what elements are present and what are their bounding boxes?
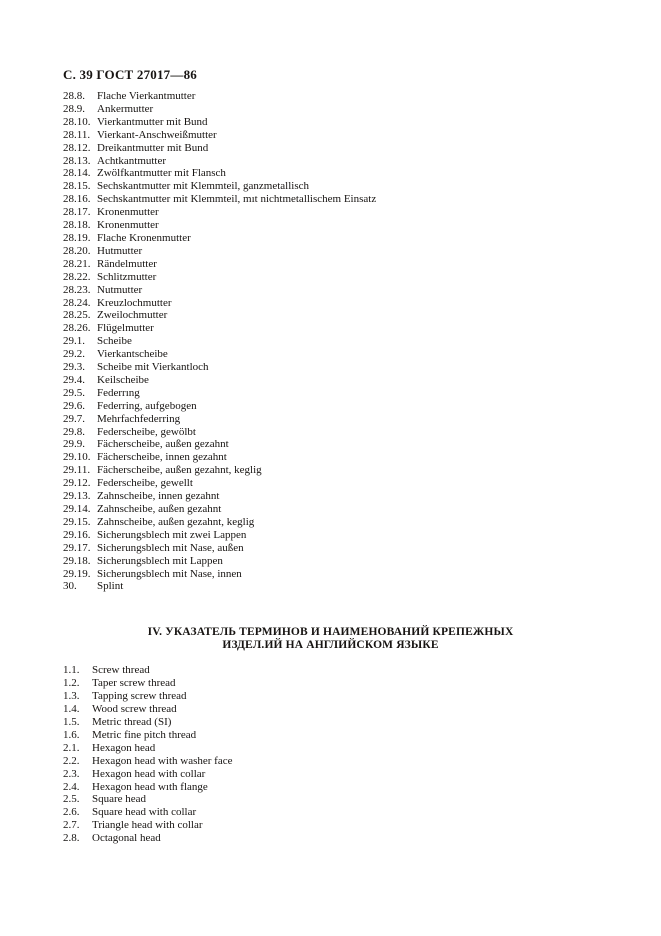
item-term: Taper screw thread <box>92 677 176 690</box>
item-term: Vierkantmutter mit Bund <box>97 115 208 128</box>
item-number: 29.11. <box>63 464 91 477</box>
item-term: Federrıng <box>97 386 140 399</box>
item-number: 28.20. <box>63 244 91 257</box>
english-terms-list <box>63 664 598 845</box>
item-term: Flache Kronenmutter <box>97 231 191 244</box>
item-number: 29.19. <box>63 567 91 580</box>
item-number: 29.6. <box>63 399 85 412</box>
section-heading-line1: IV. УКАЗАТЕЛЬ ТЕРМИНОВ И НАИМЕНОВАНИЙ КРЕПЕЖНЫХ <box>147 626 514 639</box>
list-item <box>63 361 598 374</box>
list-item <box>63 555 598 568</box>
item-number: 28.16. <box>63 193 91 206</box>
list-item <box>63 387 598 400</box>
item-number: 28.12. <box>63 141 91 154</box>
list-item <box>63 155 598 168</box>
item-term: Wood screw thread <box>92 703 177 716</box>
item-term: Kronenmutter <box>97 219 159 232</box>
list-item <box>63 580 598 593</box>
item-term: Fächerscheibe, außen gezahnt <box>97 438 229 451</box>
list-item <box>63 755 598 768</box>
item-term: Square head with collar <box>92 806 197 819</box>
list-item <box>63 322 598 335</box>
item-term: Scheibe <box>97 335 132 348</box>
item-number: 2.7. <box>63 819 80 832</box>
item-term: Flügelmutter <box>97 322 154 335</box>
list-item <box>63 477 598 490</box>
item-term: Kronenmutter <box>97 206 159 219</box>
item-number: 28.15. <box>63 180 91 193</box>
item-number: 28.10. <box>63 115 91 128</box>
list-item <box>63 729 598 742</box>
item-term: Sechskantmutter mit Klemmteil, mıt nichtmetallischem Einsatz <box>97 193 377 206</box>
item-number: 29.8. <box>63 425 85 438</box>
section-heading <box>63 626 598 652</box>
item-number: 29.13. <box>63 490 91 503</box>
item-number: 28.18. <box>63 219 91 232</box>
item-term: Sicherungsblech mit zwei Lappen <box>97 528 247 541</box>
list-item <box>63 438 598 451</box>
item-number: 29.2. <box>63 348 85 361</box>
item-term: Metric thread (SI) <box>92 715 172 728</box>
item-term: Achtkantmutter <box>97 154 167 167</box>
list-item <box>63 180 598 193</box>
list-item <box>63 426 598 439</box>
item-term: Schlitzmutter <box>97 270 157 283</box>
list-item <box>63 335 598 348</box>
list-item <box>63 258 598 271</box>
item-term: Square head <box>92 793 147 806</box>
list-item <box>63 245 598 258</box>
item-number: 29.16. <box>63 528 91 541</box>
item-term: Vierkant-Anschweißmutter <box>97 128 217 141</box>
list-item <box>63 284 598 297</box>
item-number: 2.3. <box>63 767 80 780</box>
item-number: 1.5. <box>63 715 80 728</box>
list-item <box>63 129 598 142</box>
item-term: Kreuzlochmutter <box>97 296 172 309</box>
list-item <box>63 309 598 322</box>
item-number: 28.19. <box>63 231 91 244</box>
item-term: Octagonal head <box>92 832 161 845</box>
item-term: Fächerscheibe, außen gezahnt, keglig <box>97 464 262 477</box>
item-number: 29.12. <box>63 477 91 490</box>
item-number: 28.26. <box>63 322 91 335</box>
item-term: Keilscheibe <box>97 373 149 386</box>
item-term: Zahnscheibe, innen gezahnt <box>97 490 220 503</box>
item-term: Triangle head with collar <box>92 819 203 832</box>
item-term: Nutmutter <box>97 283 143 296</box>
item-term: Hexagon head <box>92 741 156 754</box>
list-item <box>63 206 598 219</box>
list-item <box>63 690 598 703</box>
item-term: Vierkantscheibe <box>97 348 168 361</box>
item-number: 29.15. <box>63 515 91 528</box>
item-term: Mehrfachfederring <box>97 412 181 425</box>
list-item <box>63 142 598 155</box>
section-heading-line2: ИЗДЕЛ.ИЙ НА АНГЛИЙСКОМ ЯЗЫКЕ <box>222 639 439 652</box>
item-number: 28.9. <box>63 102 85 115</box>
item-number: 28.22. <box>63 270 91 283</box>
item-term: Sicherungsblech mit Nase, außen <box>97 541 244 554</box>
item-term: Screw thread <box>92 664 150 677</box>
list-item <box>63 819 598 832</box>
list-item <box>63 503 598 516</box>
item-number: 28.8. <box>63 90 85 102</box>
list-item <box>63 167 598 180</box>
item-number: 29.9. <box>63 438 85 451</box>
list-item <box>63 806 598 819</box>
list-item <box>63 568 598 581</box>
item-term: Tapping screw thread <box>92 690 187 703</box>
item-number: 28.13. <box>63 154 91 167</box>
item-term: Hutmutter <box>97 244 143 257</box>
list-item <box>63 716 598 729</box>
list-item <box>63 781 598 794</box>
item-number: 28.21. <box>63 257 91 270</box>
item-number: 29.7. <box>63 412 85 425</box>
list-item <box>63 793 598 806</box>
item-number: 30. <box>63 580 77 593</box>
list-item <box>63 516 598 529</box>
item-number: 28.17. <box>63 206 91 219</box>
list-item <box>63 193 598 206</box>
german-terms-list <box>63 90 598 593</box>
item-term: Dreikantmutter mit Bund <box>97 141 209 154</box>
list-item <box>63 703 598 716</box>
item-number: 29.3. <box>63 361 85 374</box>
item-number: 2.5. <box>63 793 80 806</box>
list-item <box>63 768 598 781</box>
item-number: 1.4. <box>63 703 80 716</box>
item-term: Splint <box>97 580 124 593</box>
item-term: Fächerscheibe, innen gezahnt <box>97 451 227 464</box>
item-number: 28.24. <box>63 296 91 309</box>
item-term: Hexagon head with washer face <box>92 754 233 767</box>
item-number: 2.2. <box>63 754 80 767</box>
list-item <box>63 490 598 503</box>
list-item <box>63 742 598 755</box>
item-number: 1.3. <box>63 690 80 703</box>
list-item <box>63 90 598 103</box>
list-item <box>63 219 598 232</box>
item-number: 29.18. <box>63 554 91 567</box>
list-item <box>63 374 598 387</box>
list-item <box>63 400 598 413</box>
item-number: 2.1. <box>63 741 80 754</box>
item-number: 2.8. <box>63 832 80 845</box>
list-item <box>63 464 598 477</box>
item-number: 28.11. <box>63 128 91 141</box>
list-item <box>63 413 598 426</box>
item-number: 28.14. <box>63 167 91 180</box>
item-term: Federscheibe, gewölbt <box>97 425 196 438</box>
item-number: 29.10. <box>63 451 91 464</box>
item-number: 29.14. <box>63 503 91 515</box>
list-item <box>63 542 598 555</box>
item-number: 1.1. <box>63 664 80 677</box>
list-item <box>63 232 598 245</box>
item-term: Zahnscheibe, außen gezahnt <box>97 503 222 515</box>
list-item <box>63 677 598 690</box>
list-item <box>63 664 598 677</box>
item-term: Zweilochmutter <box>97 309 168 322</box>
item-term: Ankermutter <box>97 102 154 115</box>
item-number: 29.17. <box>63 541 91 554</box>
item-term: Sicherungsblech mit Nase, innen <box>97 567 242 580</box>
list-item <box>63 451 598 464</box>
list-item <box>63 271 598 284</box>
list-item <box>63 348 598 361</box>
list-item <box>63 832 598 845</box>
list-item <box>63 103 598 116</box>
item-term: Hexagon head wıth flange <box>92 780 208 793</box>
list-item <box>63 297 598 310</box>
item-term: Rändelmutter <box>97 257 157 270</box>
item-number: 28.23. <box>63 283 91 296</box>
list-item <box>63 116 598 129</box>
item-term: Sechskantmutter mit Klemmteil, ganzmetallisch <box>97 180 310 193</box>
item-number: 29.1. <box>63 335 85 348</box>
item-term: Federring, aufgebogen <box>97 399 197 412</box>
item-term: Flache Vierkantmutter <box>97 90 196 102</box>
item-term: Metric fine pitch thread <box>92 728 197 741</box>
item-number: 2.4. <box>63 780 80 793</box>
item-number: 2.6. <box>63 806 80 819</box>
list-item <box>63 529 598 542</box>
page-header: С. 39 ГОСТ 27017—86 <box>63 67 197 82</box>
item-number: 28.25. <box>63 309 91 322</box>
item-term: Scheibe mit Vierkantloch <box>97 361 209 374</box>
item-term: Zahnscheibe, außen gezahnt, keglig <box>97 515 255 528</box>
item-number: 1.6. <box>63 728 80 741</box>
item-number: 29.5. <box>63 386 85 399</box>
item-number: 29.4. <box>63 373 85 386</box>
item-term: Sicherungsblech mit Lappen <box>97 554 223 567</box>
item-term: Zwölfkantmutter mit Flansch <box>97 167 226 180</box>
item-term: Hexagon head with collar <box>92 767 206 780</box>
item-number: 1.2. <box>63 677 80 690</box>
item-term: Federscheibe, gewellt <box>97 477 193 490</box>
